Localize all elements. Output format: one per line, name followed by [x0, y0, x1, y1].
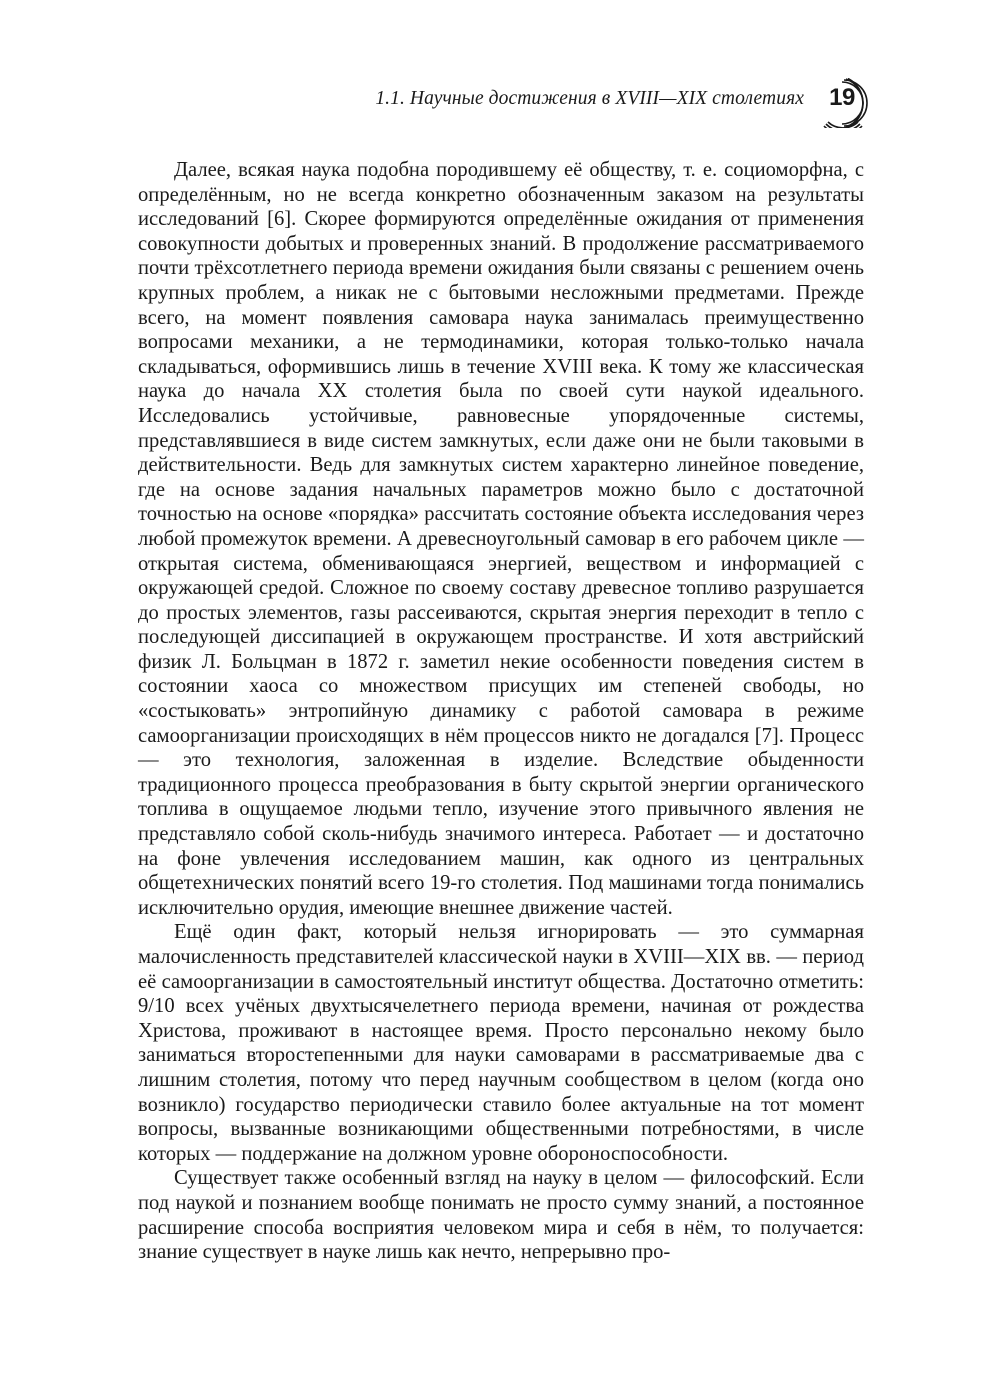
page-header	[138, 78, 888, 128]
paragraph: Далее, всякая наука подобна породившему её обществу, т. е. социоморфна, с определённым, но не всегда конкретно обозначенным заказом на результаты исследований [6]. Скорее формируются определённые ожидания от применения совокупности добытых и проверенных знаний. В продолжение рассматриваемого почти трёхсотлетнего периода времени ожидания были связаны с решением очень крупных проблем, а никак не с бытовыми несложными предметами. Прежде всего, на момент появления самовара наука занималась преимущественно вопросами механики, а не термодинамики, которая только-только начала складываться, оформившись лишь в течение XVIII века. К тому же классическая наука до начала XX столетия была по своей сути наукой идеального. Исследовались устойчивые, равновесные упорядоченные системы, представлявшиеся в виде систем замкнутых, если даже они не были таковыми в действительности. Ведь для замкнутых систем характерно линейное поведение, где на основе задания начальных параметров можно было с достаточной точностью на основе «порядка» рассчитать состояние объекта исследования через любой промежуток времени. А древесноугольный самовар в его рабочем цикле — открытая система, обменивающаяся энергией, веществом и информацией с окружающей средой. Сложное по своему составу древесное топливо разрушается до простых элементов, газы рассеиваются, скрытая энергия переходит в тепло с последующей диссипацией в окружающем пространстве. И хотя австрийский физик Л. Больцман в 1872 г. заметил некие особенности поведения систем в состоянии хаоса со множеством присущих им степеней свободы, но «состыковать» энтропийную динамику с работой самовара в режиме самоорганизации происходящих в нём процессов никто не догадался [7]. Процесс — это технология, заложенная в изделие. Вследствие обыденности традиционного процесса преобразования в быту скрытой энергии органического топлива в ощущаемое людьми тепло, изучение этого привычного явления не представляло собой сколь-нибудь значимого интереса. Работает — и достаточно на фоне увлечения исследованием машин, как одного из центральных общетехнических понятий всего 19-го столетия. Под машинами тогда понимались исключительно орудия, имеющие внешнее движение частей.	[138, 159, 864, 919]
paragraph: Существует также особенный взгляд на науку в целом — философский. Если под наукой и познанием вообще понимать не просто сумму знаний, а постоянное расширение способа восприятия человеком мира и себя в нём, то получается: знание существует в науке лишь как нечто, непрерывно про-	[138, 1167, 864, 1264]
page-number: 19	[829, 84, 855, 111]
body-text	[138, 158, 864, 1265]
page-number-badge	[818, 78, 888, 128]
paragraph: Ещё один факт, который нельзя игнорировать — это суммарная малочисленность представителей классической науки в XVIII—XIX вв. — период её самоорганизации в самостоятельный институт общества. Достаточно отметить: 9/10 всех учёных двухтысячелетнего периода времени, начиная от рождества Христова, проживают в настоящее время. Просто персонально некому было заниматься второстепенными для науки самоварами в рассматриваемые два с лишним столетия, потому что перед научным сообществом в целом (когда оно возникло) государство периодически ставило более актуальные на тот момент вопросы, вызванные возникающими общественными потребностями, в числе которых — поддержание на должном уровне обороноспособности.	[138, 921, 864, 1165]
running-title: 1.1. Научные достижения в XVIII—XIX столетиях	[375, 88, 804, 109]
